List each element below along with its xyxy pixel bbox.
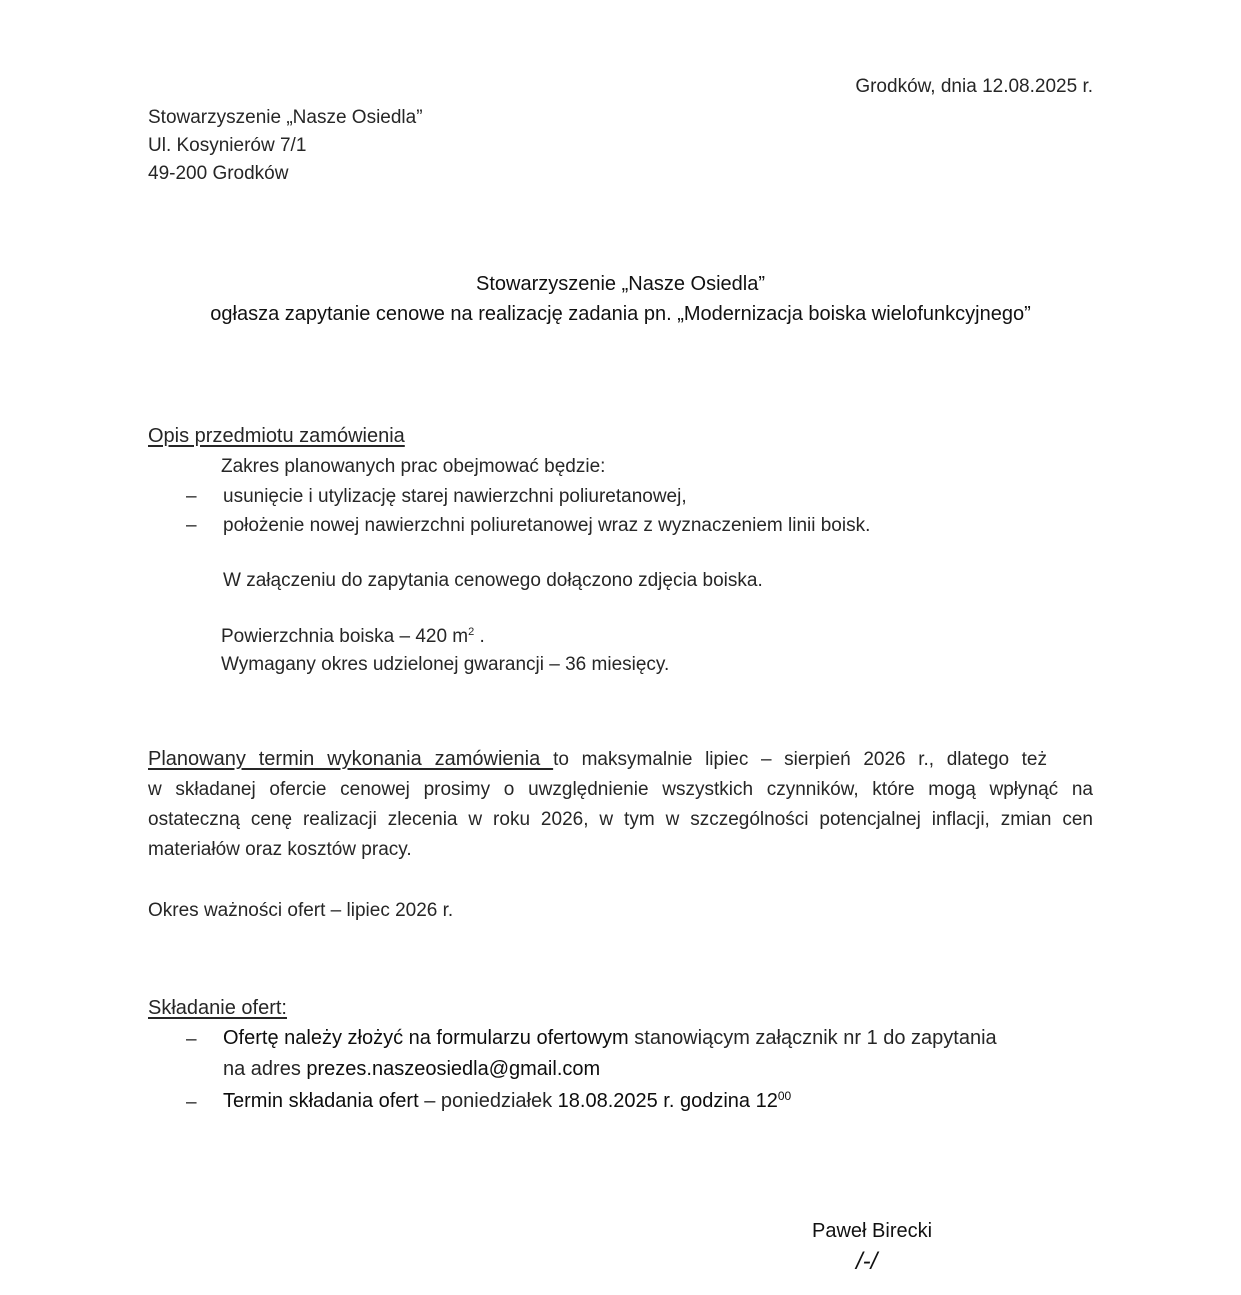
address-line-city: 49-200 Grodków: [148, 163, 289, 184]
bullet-marker: –: [186, 1029, 197, 1050]
field-area-superscript: 2: [468, 626, 475, 638]
bullet-marker: –: [186, 515, 197, 536]
title-announcement: ogłasza zapytanie cenowe na realizację zadania pn. „Modernizacja boiska wielofunkcyjnego”: [210, 303, 1031, 325]
bullet-marker: –: [186, 1092, 197, 1113]
warranty-period: Wymagany okres udzielonej gwarancji – 36 miesięcy.: [221, 654, 670, 675]
address-line-organization: Stowarzyszenie „Nasze Osiedla”: [148, 107, 423, 128]
scope-intro: Zakres planowanych prac obejmować będzie:: [221, 456, 606, 477]
bullet-marker: –: [186, 486, 197, 507]
offer-validity: Okres ważności ofert – lipiec 2026 r.: [148, 900, 454, 921]
field-area-text: Powierzchnia boiska – 420 m: [221, 626, 469, 647]
field-area: [221, 626, 485, 648]
deadline-superscript: 00: [777, 1089, 792, 1103]
submission-form-rest: stanowiącym załącznik nr 1 do zapytania: [628, 1027, 997, 1049]
scope-item: usunięcie i utylizację starej nawierzchni poliuretanowej,: [223, 486, 687, 507]
attachment-note: W załączeniu do zapytania cenowego dołączono zdjęcia boiska.: [223, 570, 763, 591]
title-organization: Stowarzyszenie „Nasze Osiedla”: [476, 273, 765, 295]
termin-line-3: ostateczną cenę realizacji zlecenia w roku 2026, w tym w szczególności potencjalnej inflacji, zmian cen: [148, 809, 1093, 830]
termin-line-1-rest: to maksymalnie lipiec – sierpień 2026 r., dlatego też: [553, 749, 1047, 770]
field-area-end: .: [474, 626, 485, 647]
submission-email-prefix: na adres: [223, 1058, 307, 1080]
deadline-mid: – poniedziałek: [418, 1090, 558, 1112]
termin-line-2: w składanej ofercie cenowej prosimy o uwzględnienie wszystkich czynników, które mogą wpłynąć na: [148, 779, 1093, 800]
termin-line-4: materiałów oraz kosztów pracy.: [148, 839, 412, 860]
signature-mark: /-/: [856, 1248, 878, 1275]
submission-item-form: [223, 1027, 997, 1050]
sender-address: [148, 104, 423, 188]
section-heading-termin: Planowany termin wykonania zamówienia: [148, 748, 554, 770]
termin-line-1: [148, 744, 1093, 775]
address-line-street: Ul. Kosynierów 7/1: [148, 135, 307, 156]
submission-email: prezes.naszeosiedla@gmail.com: [306, 1058, 601, 1080]
deadline-date: 18.08.2025 r. godzina 12: [557, 1090, 778, 1112]
submission-item-email-line: [223, 1058, 600, 1081]
section-heading-opis: Opis przedmiotu zamówienia: [148, 425, 405, 447]
termin-paragraph: [148, 744, 1093, 865]
date-line: Grodków, dnia 12.08.2025 r.: [855, 76, 1093, 97]
signature-name: Paweł Birecki: [812, 1220, 933, 1242]
section-heading-skladanie: Składanie ofert:: [148, 997, 287, 1019]
submission-form-bold: Ofertę należy złożyć na formularzu ofertowym: [223, 1027, 629, 1049]
submission-item-deadline: [223, 1090, 791, 1113]
scope-item: położenie nowej nawierzchni poliuretanowej wraz z wyznaczeniem linii boisk.: [223, 515, 871, 536]
deadline-bold: Termin składania ofert: [223, 1090, 419, 1112]
